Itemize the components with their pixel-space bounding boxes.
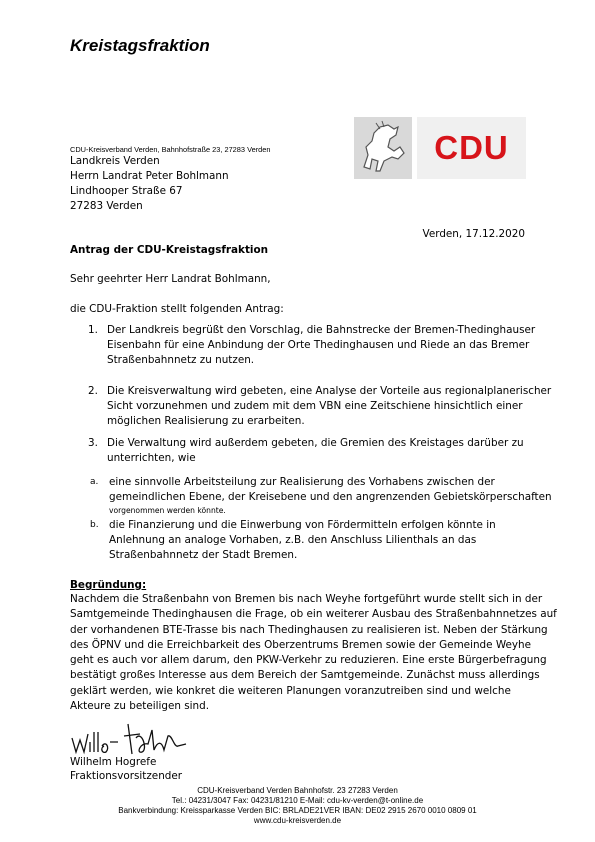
list-item <box>70 384 552 429</box>
sub-list-item <box>70 518 530 563</box>
sub-list-line: die Finanzierung und die Einwerbung von Fördermitteln erfolgen könnte in <box>109 519 496 531</box>
justification-line: geht es auch vor allem darum, den PKW-Verkehr zu reduzieren. Eine erste Bürgerbefragung <box>70 654 547 667</box>
list-item-line: Die Kreisverwaltung wird gebeten, eine Analyse der Vorteile aus regionalplanerischer <box>107 385 552 397</box>
letter-date: Verden, 17.12.2020 <box>422 228 525 240</box>
page-title: Kreistagsfraktion <box>70 36 210 55</box>
list-item <box>70 323 536 368</box>
letter-footer <box>0 786 595 826</box>
justification-line: des ÖPNV und die Erreichbarkeit des Oberzentrums Bremen sowie der Gemeinde Weyhe <box>70 638 532 651</box>
cdu-logo-text: CDU <box>434 129 509 166</box>
justification-line: geklärt werden, wie konkret die weiteren Planungen voranzutreiben sind und welche <box>70 684 511 697</box>
cdu-logo <box>354 117 526 179</box>
recipient-line: Herrn Landrat Peter Bohlmann <box>70 170 229 182</box>
sub-list-line: Anlehnung an analoge Vorhaben, z.B. den Anschluss Lilienthals an das <box>109 534 477 546</box>
footer-line: Tel.: 04231/3047 Fax: 04231/81210 E-Mail: cdu-kv-verden@t-online.de <box>171 796 424 805</box>
intro-text: die CDU-Fraktion stellt folgenden Antrag: <box>70 303 284 315</box>
list-item-line: Sicht vorzunehmen und zudem mit dem VBN eine Zeitschiene hinsichtlich einer <box>107 400 523 412</box>
list-item-line: Die Verwaltung wird außerdem gebeten, die Gremien des Kreistages darüber zu <box>107 437 524 449</box>
sender-return-address: CDU-Kreisverband Verden, Bahnhofstraße 23, 27283 Verden <box>70 145 271 154</box>
sub-list-line: eine sinnvolle Arbeitsteilung zur Realisierung des Vorhabens zwischen der <box>109 476 495 488</box>
sub-list-item <box>70 475 552 517</box>
footer-line: CDU-Kreisverband Verden Bahnhofstr. 23 27283 Verden <box>197 786 398 795</box>
justification-line: der vorhandenen BTE-Trasse bis nach Thedinghausen zu realisieren ist. Neben der Stärkung <box>70 623 548 636</box>
sub-list-line: gemeindlichen Ebene, der Kreisebene und den angrenzenden Gebietskörperschaften <box>109 491 552 503</box>
sub-list-line: vorgenommen werden könnte. <box>109 506 226 515</box>
sub-list-letter: b. <box>90 520 99 530</box>
list-item-line: Eisenbahn für eine Anbindung der Orte Thedinghausen und Riede an das Bremer <box>107 339 530 351</box>
list-item-number: 1. <box>88 324 98 336</box>
footer-line: Bankverbindung: Kreissparkasse Verden BIC: BRLADE21VER IBAN: DE02 2915 2670 0010 0809 01 <box>118 806 477 815</box>
footer-website: www.cdu-kreisverden.de <box>253 816 342 825</box>
justification-text <box>70 592 557 714</box>
salutation: Sehr geehrter Herr Landrat Bohlmann, <box>70 273 271 285</box>
list-item-number: 2. <box>88 385 98 397</box>
signer-name: Wilhelm Hogrefe <box>70 756 157 768</box>
justification-line: Nachdem die Straßenbahn von Bremen bis nach Weyhe fortgeführt wurde stellt sich in der <box>70 593 543 605</box>
list-item-line: unterrichten, wie <box>107 452 196 464</box>
list-item-line: Der Landkreis begrüßt den Vorschlag, die Bahnstrecke der Bremen-Thedinghauser <box>107 324 536 336</box>
signer-role: Fraktionsvorsitzender <box>70 770 183 782</box>
recipient-line: Landkreis Verden <box>70 155 160 167</box>
justification-line: bestätigt großes Interesse aus dem Bereich der Samtgemeinde. Zunächst muss allerdings <box>70 669 540 682</box>
recipient-line: Lindhooper Straße 67 <box>70 185 183 197</box>
sub-list-letter: a. <box>90 477 99 487</box>
signer-block <box>70 755 182 783</box>
list-item <box>70 436 530 466</box>
list-item-line: möglichen Realisierung zu erarbeiten. <box>107 415 305 427</box>
justification-line: Samtgemeinde Thedinghausen die Frage, ob ein weiterer Ausbau des Straßenbahnnetzes auf <box>70 608 557 621</box>
justification-heading: Begründung: <box>70 579 147 591</box>
list-item-number: 3. <box>88 437 98 449</box>
list-item-line: Straßenbahnnetz zu nutzen. <box>107 354 255 366</box>
saxony-horse-icon <box>354 117 412 179</box>
sub-list-line: Straßenbahnnetz der Stadt Bremen. <box>109 549 298 561</box>
letter-subject: Antrag der CDU-Kreistagsfraktion <box>70 244 269 256</box>
justification-line: Akteure zu beteiligen sind. <box>70 700 210 713</box>
recipient-address <box>70 154 229 214</box>
recipient-line: 27283 Verden <box>70 200 143 212</box>
